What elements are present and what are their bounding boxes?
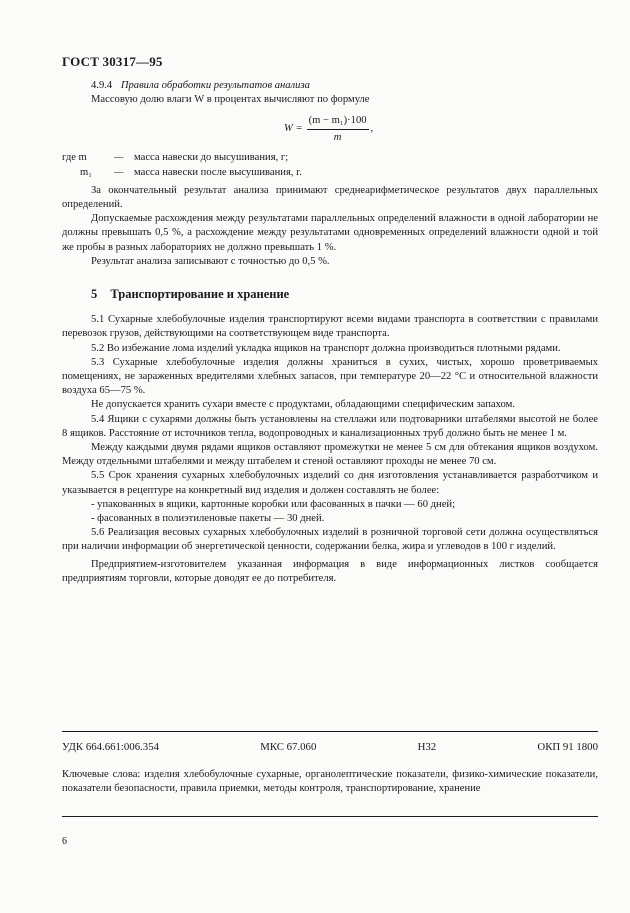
legend-row (62, 151, 598, 165)
formula-fraction (307, 114, 369, 145)
formula-intro: Массовую долю влаги W в процентах вычисляют по формуле (91, 94, 370, 106)
formula-trail: , (370, 123, 374, 135)
document-header: ГОСТ 30317—95 (62, 54, 163, 69)
paragraph: Допускаемые расхождения между результатами параллельных определений влажности в одной лаборатории не должны превышать 0,5 %, а расхождение между результатами одновременных определений влажности одной и той же пробы в разных лабораториях не должно превышать 1 %. (62, 213, 598, 253)
classification-row (62, 741, 598, 753)
paragraph: За окончательный результат анализа принимают среднеарифметическое результатов двух параллельных определений. (62, 184, 598, 211)
group-code: Н32 (417, 741, 437, 753)
legend-text: масса навески до высушивания, г; (134, 152, 289, 164)
legend-dash: — (114, 152, 124, 164)
section-title: Транспортирование и хранение (110, 287, 290, 302)
paragraph: 5.1 Сухарные хлебобулочные изделия транспортируют всеми видами транспорта в соответствии с правилами перевозок грузов, действующими на соответствующем виде транспорта. (62, 314, 598, 340)
paragraph: 5.3 Сухарные хлебобулочные изделия должны храниться в сухих, чистых, хорошо проветриваемых помещениях, не зараженных вредителями хлебных запасов, при температуре 20—22 °С и относительной влажности воздуха 65—75 %. (62, 356, 598, 397)
legend-dash: — (114, 166, 124, 178)
keywords: Ключевые слова: изделия хлебобулочные сухарные, органолептические показатели, физико-химические показатели, показатели безопасности, правила приемки, методы контроля, транспортирование, хранение (62, 769, 598, 794)
document-body (62, 79, 598, 586)
legend-row (62, 166, 598, 180)
paragraph: 5.2 Во избежание лома изделий укладка ящиков на транспорт должна производиться плотными рядами. (91, 342, 561, 354)
subsection-number: 4.9.4 (91, 80, 113, 91)
mks-code: МКС 67.060 (260, 741, 317, 753)
paragraph: Результат анализа записывают с точностью до 0,5 %. (91, 255, 330, 267)
page-number: 6 (62, 836, 67, 847)
formula-denominator: m (333, 131, 342, 143)
paragraph: 5.4 Ящики с сухарями должны быть установлены на стеллажи или подтоварники штабелями высотой не более 8 ящиков. Расстояние от источников тепла, водопроводных и канализационных труб должно быть не менее 1 м. (62, 413, 598, 439)
legend-label: где m (62, 152, 87, 164)
list-item: - упакованных в ящики, картонные коробки или фасованных в пачки — 60 дней; (91, 498, 456, 510)
legend-text: масса навески после высушивания, г. (134, 166, 302, 178)
list-item: - фасованных в полиэтиленовые пакеты — 30 дней. (91, 513, 325, 525)
legend-label: m₁ (80, 166, 92, 178)
formula-lhs: W = (284, 123, 303, 135)
formula-numerator: (m − m₁)·100 (307, 114, 369, 130)
section-number: 5 (91, 287, 98, 302)
paragraph: Не допускается хранить сухари вместе с продуктами, обладающими специфическим запахом. (91, 399, 515, 411)
formula-legend (62, 151, 598, 179)
paragraph: 5.6 Реализация весовых сухарных хлебобулочных изделий в розничной торговой сети должна осуществляться при наличии информации об энергетической ценности, содержании белка, жира и углеводов в 100 г изделий. (62, 527, 598, 553)
subsection-heading (62, 79, 598, 93)
paragraph: 5.5 Срок хранения сухарных хлебобулочных изделий со дня изготовления устанавливается разработчиком и указывается в рецептуре на конкретный вид изделия и должен составлять не более: (62, 470, 598, 496)
footer-divider (62, 731, 598, 732)
subsection-title: Правила обработки результатов анализа (120, 80, 310, 91)
footer-divider (62, 816, 598, 817)
udk-code: УДК 664.661:006.354 (62, 741, 159, 753)
section-heading (91, 287, 598, 301)
paragraph: Между каждыми двумя рядами ящиков оставляют промежутки не менее 5 см для обтекания ящиков воздухом. Между отдельными штабелями и между штабелем и стеной оставляют проходы не менее 70 см. (62, 442, 598, 468)
moisture-formula (284, 111, 598, 147)
okp-code: ОКП 91 1800 (537, 741, 598, 753)
paragraph: Предприятием-изготовителем указанная информация в виде информационных листков сообщается предприятиям торговли, которые доводят ее до потребителя. (62, 558, 598, 584)
